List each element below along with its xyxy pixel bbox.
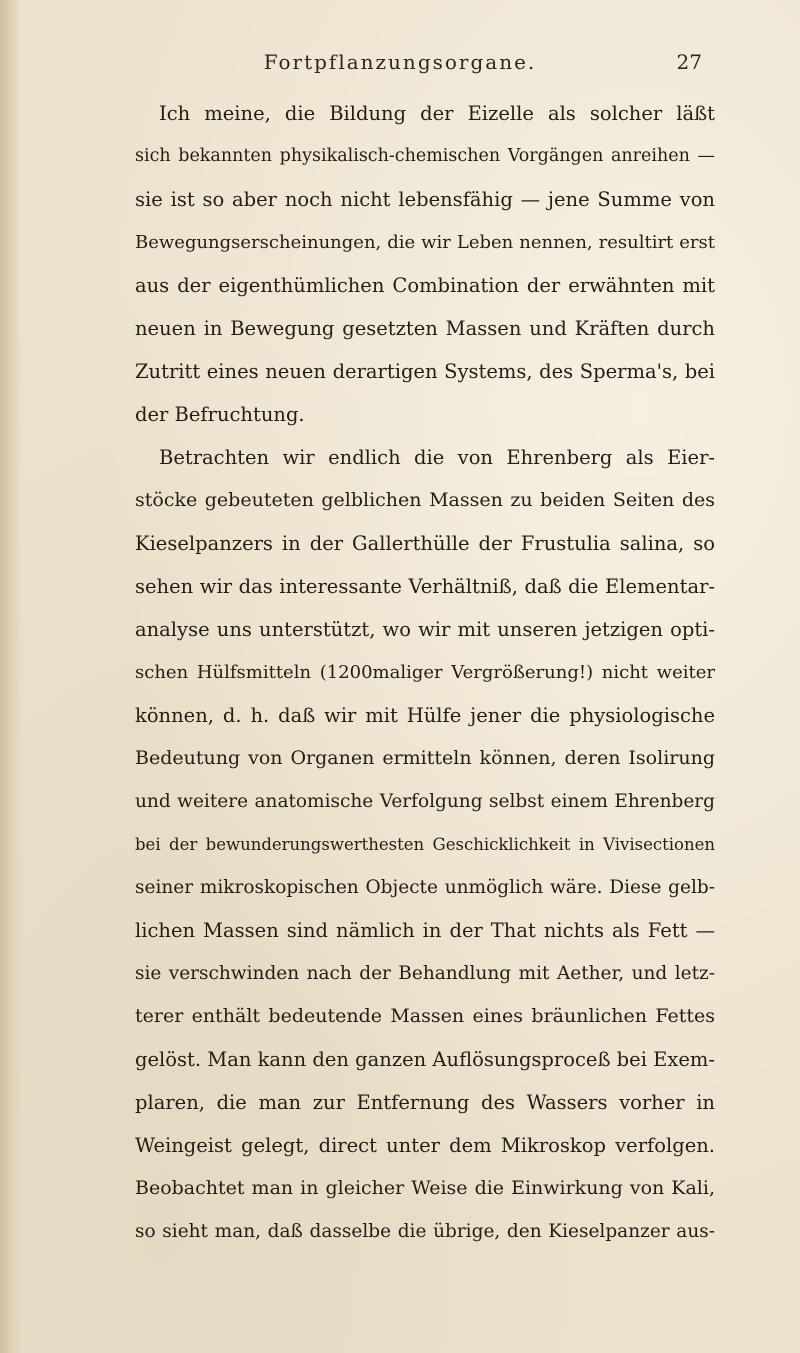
- page-number: 27: [676, 50, 702, 74]
- text-line: Betrachten wir endlich die von Ehrenberg als Eier-: [159, 446, 715, 469]
- text-line: sich bekannten physikalisch-chemischen Vorgängen anreihen —: [135, 146, 715, 166]
- text-line: neuen in Bewegung gesetzten Massen und Kräften durch: [135, 317, 715, 340]
- text-line: aus der eigenthümlichen Combination der erwähnten mit: [135, 274, 715, 297]
- text-line: Kieselpanzers in der Gallerthülle der Frustulia salina, so: [135, 532, 715, 555]
- text-line: Ich meine, die Bildung der Eizelle als solcher läßt: [159, 102, 715, 125]
- text-line: der Befruchtung.: [135, 403, 305, 426]
- text-line: sie ist so aber noch nicht lebensfähig — jene Summe von: [135, 188, 715, 211]
- text-line: Zutritt eines neuen derartigen Systems, des Sperma's, bei: [135, 360, 715, 383]
- text-line: Bedeutung von Organen ermitteln können, deren Isolirung: [135, 747, 715, 769]
- text-line: Beobachtet man in gleicher Weise die Einwirkung von Kali,: [135, 1177, 715, 1199]
- text-line: bei der bewunderungswerthesten Geschicklichkeit in Vivisectionen: [135, 835, 715, 854]
- text-line: stöcke gebeuteten gelblichen Massen zu beiden Seiten des: [135, 489, 715, 511]
- text-line: können, d. h. daß wir mit Hülfe jener die physiologische: [135, 704, 715, 727]
- text-line: sie verschwinden nach der Behandlung mit Aether, und letz-: [135, 963, 715, 984]
- text-line: lichen Massen sind nämlich in der That nichts als Fett —: [135, 919, 715, 942]
- text-line: seiner mikroskopischen Objecte unmöglich wäre. Diese gelb-: [135, 877, 715, 898]
- text-line: und weitere anatomische Verfolgung selbst einem Ehrenberg: [135, 791, 715, 812]
- text-line: schen Hülfsmitteln (1200maliger Vergrößerung!) nicht weiter: [135, 662, 715, 683]
- text-line: Weingeist gelegt, direct unter dem Mikroskop verfolgen.: [135, 1134, 715, 1157]
- text-line: sehen wir das interessante Verhältniß, daß die Elementar-: [135, 575, 715, 598]
- body-text: [135, 92, 715, 1253]
- text-line: gelöst. Man kann den ganzen Auflösungsproceß bei Exem-: [135, 1048, 715, 1071]
- text-line: plaren, die man zur Entfernung des Wassers vorher in: [135, 1091, 715, 1114]
- text-line: so sieht man, daß dasselbe die übrige, den Kieselpanzer aus-: [135, 1221, 715, 1242]
- text-line: terer enthält bedeutende Massen eines bräunlichen Fettes: [135, 1005, 715, 1027]
- page-header: [0, 50, 800, 80]
- running-head: Fortpflanzungsorgane.: [263, 50, 537, 74]
- page-gutter-shadow: [0, 0, 22, 1353]
- text-line: analyse uns unterstützt, wo wir mit unseren jetzigen opti-: [135, 618, 715, 641]
- text-line: Bewegungserscheinungen, die wir Leben nennen, resultirt erst: [135, 232, 715, 253]
